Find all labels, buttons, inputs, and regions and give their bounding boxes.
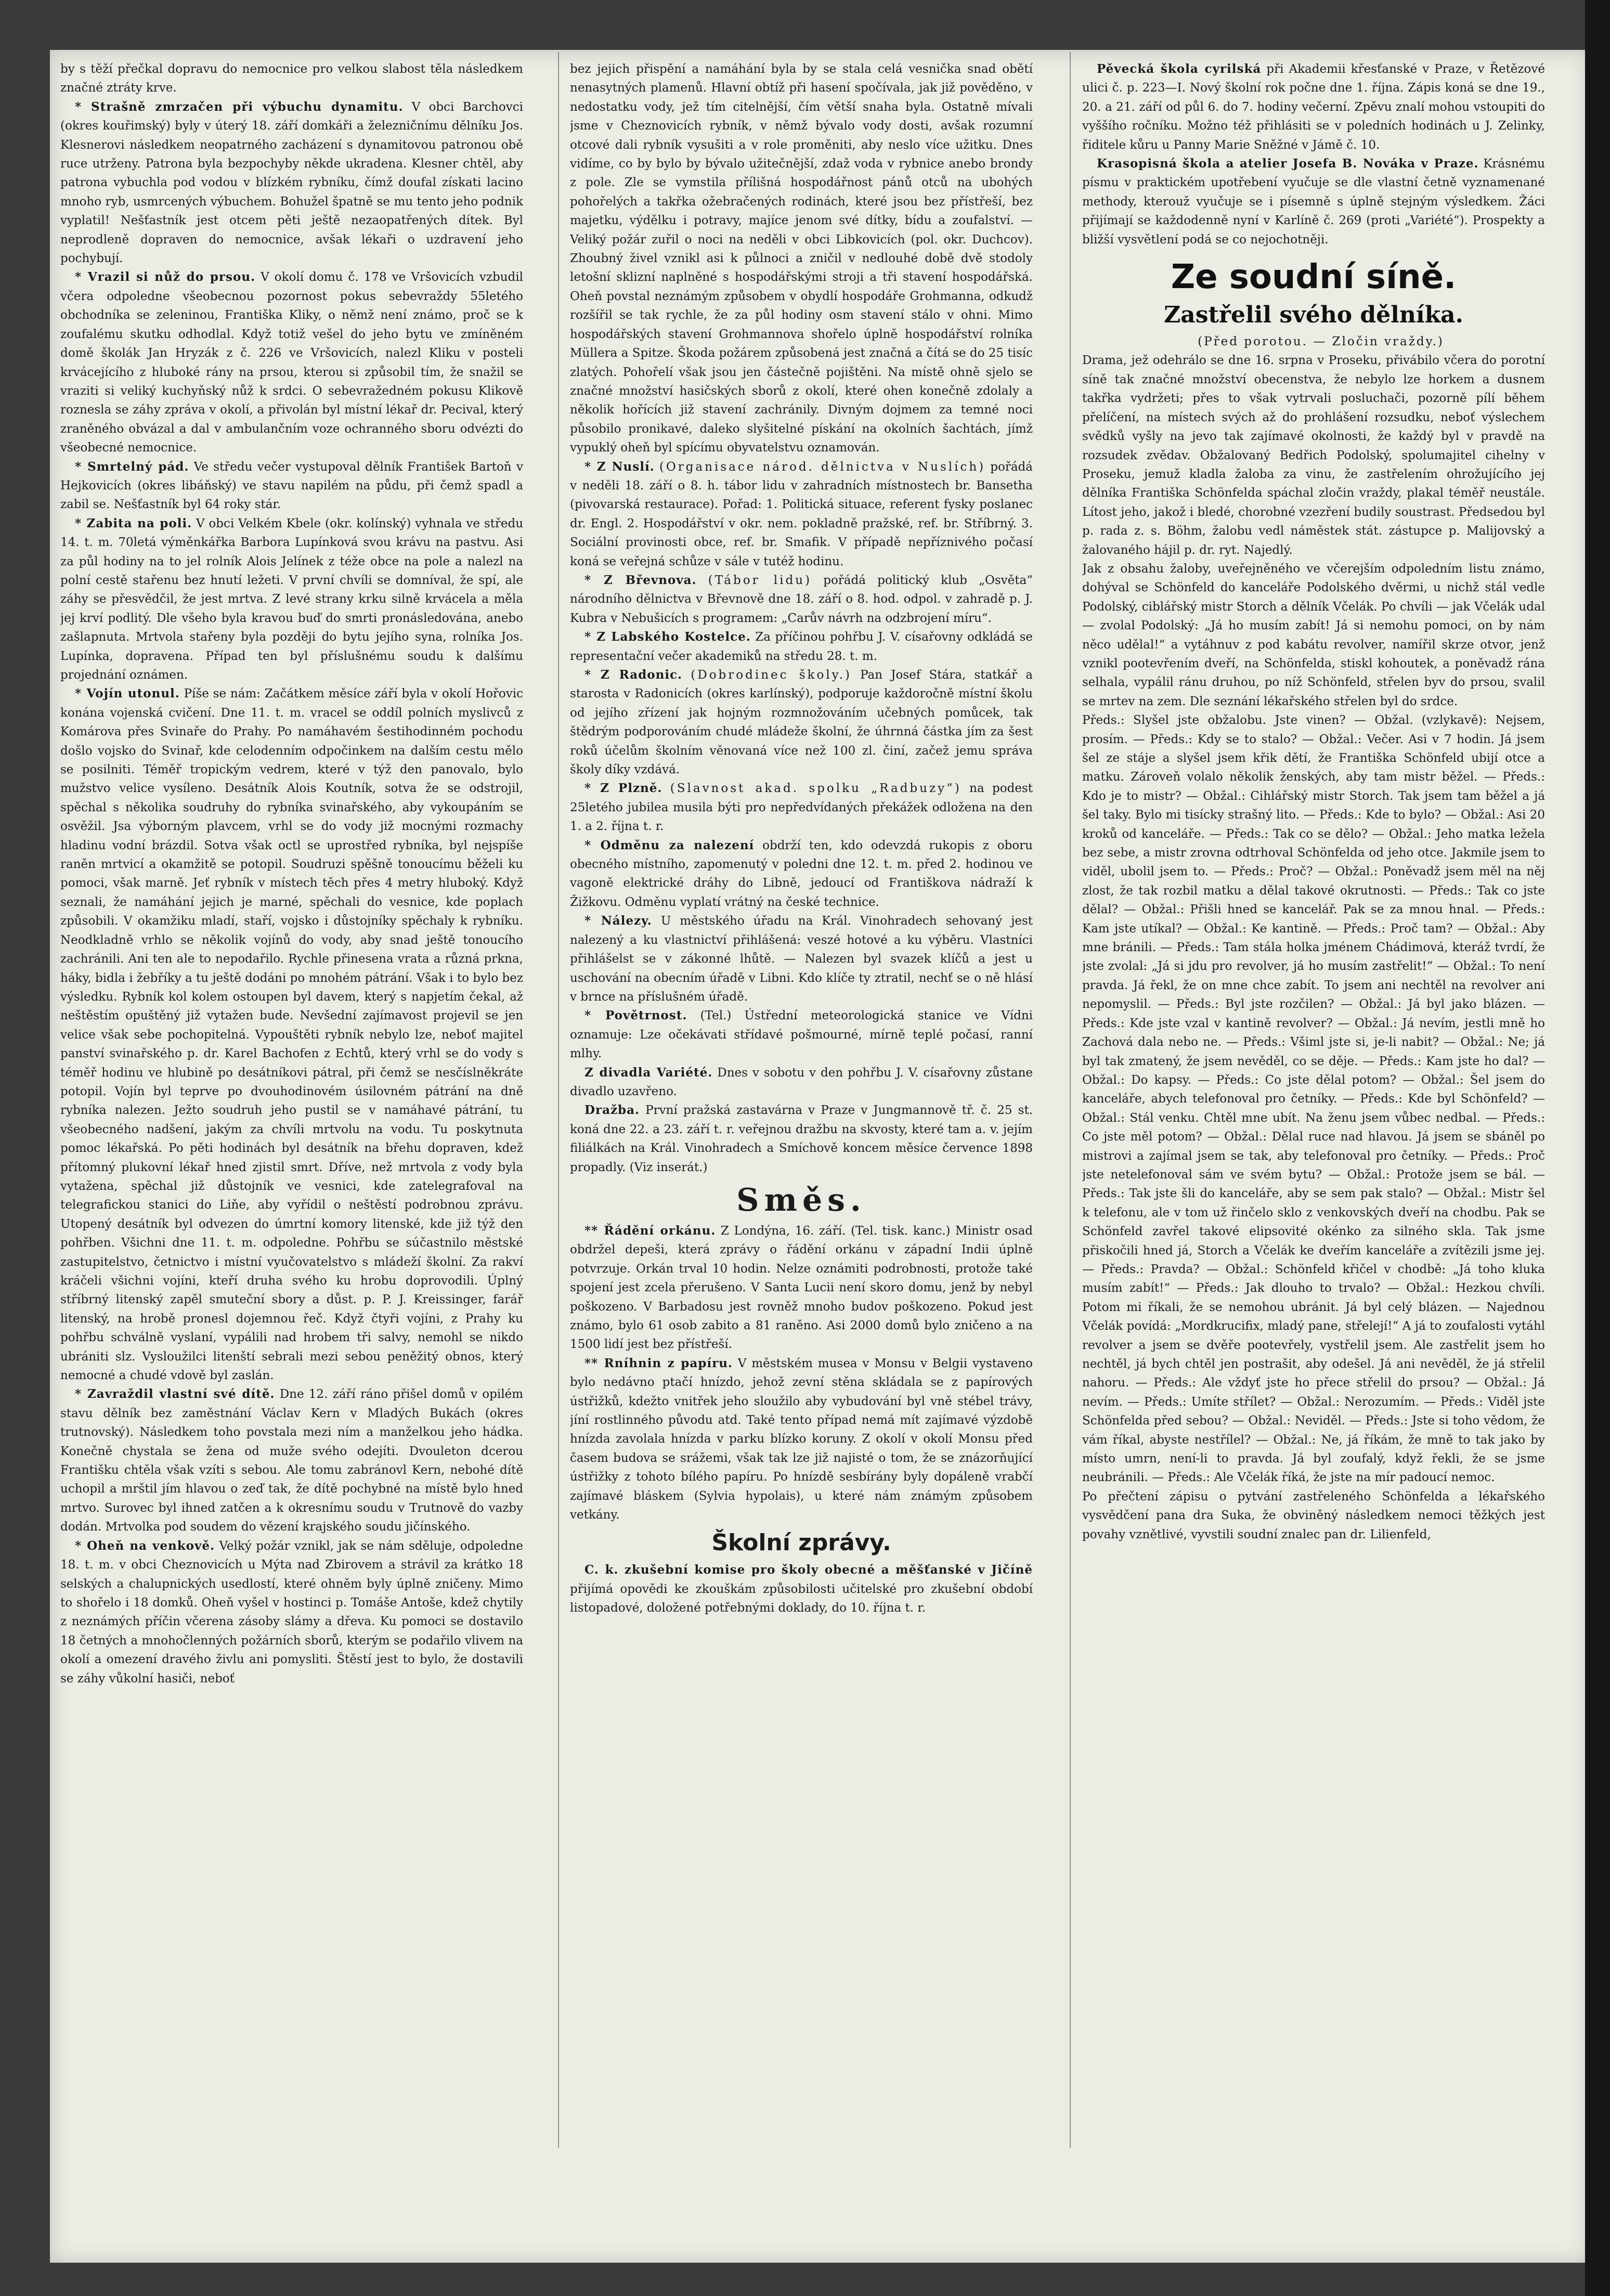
article-paragraph [570,458,1033,571]
article-run-in-heading: * Z Břevnova. [585,573,697,587]
article-body-text: Velký požár vznikl, jak se nám sděluje, odpoledne 18. t. m. v obci Cheznovicích u Mýta nad Zbirovem a strávil za krátko 18 selských a chalupnických usedlostí, které ohněm byly úplně zničeny. Mimo to shořelo i 18 domků. Oheň vyšel v hostinci p. Tomáše Antoše, kdež chytily z neznámých příčin včerena zásoby slámy a dřeva. Ku pomoci se dostavilo 18 četných a mnohočlenných požárních sborů, kterým se podařilo vlivem na okolí a omezení dravého živlu ani pomysliti. Štěstí jest to bylo, že dostavili se záhy vůkolní hasiči, neboť [60,1539,523,1685]
article-paragraph [570,779,1033,836]
article-paragraph [570,1063,1033,1101]
article-body-text: Drama, jež odehrálo se dne 16. srpna v Proseku, přivábilo včera do porotní síně tak značné množství obecenstva, že nebylo lze horkem a dusnem takřka vydržeti; přes to však vytrvali posluchači, pozorně pílí během přelíčení, na místech svých až do prohlášení rozsudku, neboť výslechem svědků vyšly na jevo tak zajímavé okolnosti, že každý byl v pravdě na rozsudek zvědav. Obžalovaný Bedřich Podolský, spolumajitel cihelny v Proseku, jemuž kladla žaloba za vinu, že zastřelením ohrožujícího jej dělníka Františka Schönfelda spáchal zločin vraždy, plakal téměř neustále. Lítost jeho, jakož i bledé, chorobné vzezření budily soustrast. Předsedou byl p. rada z. s. Böhm, žalobu vedl náměstek stát. zástupce p. Malijovský a žalovaného hájil p. dr. ryt. Najedlý. [1082,354,1545,557]
article-body-text: bez jejich přispění a namáhání byla by se stala celá vesnička snad obětí nenasytných plamenů. Hlavní obtíž při hasení spočívala, jak již pověděno, v nedostatku vody, jež tím citelnější, čím větší snaha byla. Ostatně mívali jsme v Cheznovicích rybník, v němž bývalo vody dosti, avšak rozumní otcové dali rybník vysušiti a v role proměniti, aby neslo více užitku. Dnes vidíme, co by bylo by bývalo užitečnější, zdaž voda v rybnice anebo brondy z pole. Zle se vymstila přílišná hospodářnost pánů otců na ubohých pohořelých a takřka ožebračených rodinách, které jsou bez přístřeší, bez majetku, výdělku i potravy, majíce jenom své dítky, bídu a zoufalství. — Veliký požár zuřil o noci na neděli v obci Libkovicích (pol. okr. Duchcov). Zhoubný živel vznikl asi k půlnoci a zničil v nedlouhé době dvě stodoly letošní sklizní naplněné s hospodářskými stroji a tři stavení hospodářská. Oheň povstal neznámým způsobem v obydlí hospodáře Grohmanna, odkudž rozšířil se tak rychle, že za půl hodiny osm stavení stálo v ohni. Mimo hospodářských stavení Grohmannova shořelo úplně hospodářství rolníka Müllera a Spitze. Škoda požárem způsobená jest značná a čítá se do 25 tisíc zlatých. Pohořelí však jsou jen částečně pojištěni. Na místě ohně sjelo se značné množství hasičských sborů z okolí, které ohen konečně zdolaly a několik hořících již stavení zachránily. Divným dojmem za temné noci působilo pronikavé, daleko slyšitelné pískání na okolních šachtách, jímž vypuklý oheň byl spícímu obyvatelstvu oznamován. [570,62,1033,455]
article-run-in-heading: * Povětrnost. [585,1008,687,1023]
article-paragraph [570,60,1033,458]
article-body-text: Jak z obsahu žaloby, uveřejněného ve včerejším odpoledním listu známo, dohýval se Schönfeld do kanceláře Podolského dvěrmi, u nichž stál vedle Podolský, ciblářský mistr Storch a dělník Včelák. Po chvíli — jak Včelák udal — zvolal Podolský: „Já ho musím zabít! Já si nemohu pomoci, on by nám něco udělal!“ a vytáhnuv z pod kabátu revolver, namířil skrze otvor, jenž vznikl pootevřením dveří, na Schönfelda, stiskl kohoutek, a poněvadž rána selhala, vypálil ránu druhou, po níž Schönfeld, střelen byv do prsou, svalil se mrtev na zem. Dle seznání lékařského střelen byl do srdce. [1082,562,1545,708]
article-spaced-phrase: (Dobrodinec školy.) [691,668,852,682]
article-headline: Zastřelil svého dělníka. [1164,302,1463,329]
article-paragraph [60,458,523,514]
article-paragraph [570,571,1033,628]
article-run-in-heading: * Oheň na venkově. [75,1538,215,1553]
article-body-text: Ve středu večer vystupoval dělník František Bartoň v Hejkovicích (okres libáňský) ve stavu napilém na půdu, při čemž spadl a zabil se. Nešťastník byl 64 roky stár. [60,460,523,512]
article-paragraph [60,514,523,685]
article-run-in-heading: * Zavraždil vlastní své dítě. [75,1387,275,1402]
article-body-text: U městského úřadu na Král. Vinohradech sehovaný jest nalezený a ku vlastnictví přihlášená: veszé hotové a ku výběru. Vlastníci přihlášelst se v zákonné lhůtě. — Nalezen byl svazek klíčů a jest u uschování na obecním úřadě v Libni. Kdo klíče ty ztratil, nechť se o ně hlásí v brnce na příslušném úřadě. [570,914,1033,1004]
article-paragraph [60,1385,523,1536]
article-run-in-heading: * Odměnu za nalezení [585,838,755,852]
column-rule-2 [1070,52,1071,2148]
article-body-text: Po přečtení zápisu o pytvání zastřeleného Schönfelda a lékařského vysvědčení pana dra Suka, že obviněný následkem nemoci těžkých jest povahy vznětlivé, vyvstili soudní znalec pan dr. Lilienfeld, [1082,1489,1545,1541]
article-body-text: Za příčinou pohřbu J. V. císařovny odkládá se representační večer akademiků na středu 28. t. m. [570,630,1033,663]
article-run-in-heading: ** Řádění orkánu. [585,1223,716,1238]
article-run-in-heading: C. k. zkušební komise pro školy obecné a měšťanské v Jičíně [585,1563,1033,1577]
article-spaced-phrase: (Slavnost akad. spolku „Radbuzy“) [670,782,962,796]
article-paragraph [60,1537,523,1688]
article-body-text: V obci Barchovci (okres kouřimský) byly v úterý 18. září domkáři a železničnímu dělníku Jos. Klesnerovi následkem neopatrného zacházení s dynamitovou patronou obě ruce utrženy. Patrona byla bezpochyby někde ukradena. Klesner chtěl, aby patrona vybuchla pod vodou v blízkém rybníku, čímž doufal získati lacino mnoho ryb, usmrcených výbuchem. Bohužel špatně se mu tento jeho podnik vyplatil! Nešťastník jest otcem pěti ještě nezaopatřených dítek. Byl neprodleně dopraven do nemocnice, avšak lékaři o uzdravení jeho pochybují. [60,100,523,266]
article-paragraph [570,1006,1033,1063]
article-body-text: Z Londýna, 16. září. (Tel. tisk. kanc.) Ministr osad obdržel depeši, která zprávy o řádění orkánu v západní Indii úplně potvrzuje. Orkán trval 10 hodin. Nelze oznámiti podrobnosti, protože také spojení jest zcela přerušeno. V Santa Lucii není skoro domu, jenž by nebyl poškozeno. V Barbadosu jest rovněž mnoho budov poškozeno. Pokud jest známo, bylo 61 osob zabito a 81 raněno. Asi 2000 domů bylo zničeno a na 1500 lidí jest bez přístřeší. [570,1224,1033,1352]
article-body-text: Dnes v sobotu v den pohřbu J. V. císařovny zůstane divadlo uzavřeno. [570,1066,1033,1098]
article-run-in-heading: * Zabita na poli. [75,516,192,530]
article-body-text: Krásnému písmu v praktickém upotřebení vyučuje se dle vlastní četně vyznamenané methody, kterouž vyučuje se i písemně s úplně stejným výsledkem. Žáci přijímají se každodenně nyní v Karlíně č. 269 (proti „Variété“). Prospekty a bližší vysvětlení podá se co nejochotněji. [1082,157,1545,247]
article-body-text: Dne 12. září ráno přišel domů v opilém stavu dělník bez zaměstnání Václav Kern v Mladých Bukách (okres trutnovský). Následkem toho povstala mezi ním a manželkou jeho hádka. Konečně chystala se žena od muže svého odejíti. Dvouleton dcerou Františku chtěla však vzíti s sebou. Ale tomu zabránovl Kern, nebohé dítě uchopil a mrštil jím hlavou o zeď tak, že dítě pochybné na místě bylo hned mrtvo. Surovec byl ihned zatčen a k okresnímu soudu v Trutnově do vazby dodán. Mrtvolka pod soudem do vězení krajského soudu jičínského. [60,1387,523,1534]
article-paragraph [1082,711,1545,1487]
article-paragraph [570,1561,1033,1617]
article-body-text: V obci Velkém Kbele (okr. kolínský) vyhnala ve středu 14. t. m. 70letá výměnkářka Barbora Lupínková svou krávu na pastvu. Asi za půl hodiny na to jel rolník Alois Jelínek z téže obce na pole a nalezl na polní cestě stařenu bez hnutí ležeti. V první chvíli se domníval, že spí, ale záhy se přesvědčil, že jest mrtva. Z levé strany krku silně krvácela a měla jej krví podlitý. Dle všeho byla kravou buď do smrti pronásledována, anebo zašlapnuta. Mrtvola stařeny byla později do bytu jejího syna, rolníka Jos. Lupínka, dopravena. Případ ten byl příslušnému soudu k dalšímu projednání oznámen. [60,516,523,682]
article-run-in-heading: * Vojín utonul. [75,686,180,701]
article-paragraph [570,1222,1033,1354]
article-body-text: pořádá v neděli 18. září o 8. h. tábor lidu v zahradních místnostech br. Bansetha (pivovarská restaurace). Pořad: 1. Politická situace, referent fysky poslanec dr. Engl. 2. Hospodářství v okr. nem. pokladně pražské, ref. br. Stříbrný. 3. Sociální provinosti obce, ref. br. Smafik. V případě nepříznivého počasí koná se veřejná schůze v sále v tutéž hodinu. [570,460,1033,568]
article-body-text: obdrží ten, kdo odevzdá rukopis z oboru obecného místního, zapomenutý v poledni dne 12. t. m. před 2. hodinou ve vagoně elektrické dráhy do Libně, jedoucí od Františkova nádraží k Žižkovu. Odměnu vyplatí vrátný na české technice. [570,838,1033,909]
article-paragraph [570,628,1033,666]
article-paragraph [1082,1487,1545,1544]
article-body-text: pořádá politický klub „Osvěta“ národního dělnictva v Břevnově dne 18. září o 8. hod. odpol. v zahradě p. J. Kubra v Nebušicích s programem: „Carův návrh na odzbrojení míru“. [570,573,1033,625]
article-run-in-heading: * Smrtelný pád. [75,459,189,474]
article-paragraph [60,268,523,457]
section-heading-miscellany: Směs. [736,1182,866,1218]
article-body-text: při Akademii křesťanské v Praze, v Řetězové ulici č. p. 223—I. Nový školní rok počne dne 1. října. Zápis koná se dne 19., 20. a 21. září od půl 6. do 7. hodiny večerní. Zpěvu znalí mohou vstoupiti do vyššího ročníku. Možno též přihlásiti se v poledních hodinách u J. Zelinky, řiditele kůru u Panny Marie Sněžné v Jámě č. 10. [1082,62,1545,152]
article-paragraph [1082,351,1545,559]
section-heading-court: Ze soudní síně. [1171,258,1457,297]
article-run-in-heading: * Z Labského Kostelce. [585,630,751,644]
article-run-in-heading: * Z Nuslí. [585,459,655,474]
article-run-in-heading: * Vrazil si nůž do prsou. [75,270,256,284]
article-run-in-heading: ** Rníhnin z papíru. [585,1356,733,1370]
article-paragraph [60,60,523,98]
article-run-in-heading: Dražba. [585,1103,640,1118]
article-body-text: Předs.: Slyšel jste obžalobu. Jste vinen? — Obžal. (vzlykavě): Nejsem, prosím. — Předs.: Kdy se to stalo? — Obžal.: Večer. Asi v 7 hodin. Já jsem šel ze stáje a slyšel jsem křik dětí, že Františka Schönfeld ubijí otce a matku. Zároveň volalo několik ženských, aby tam mistr běžel. — Předs.: Kdo je to mistr? — Obžal.: Cihlářský mistr Storch. Tak jsem tam běžel a já šel taky. Bylo mi tisícky strašný lito. — Předs.: Kde to bylo? — Obžal.: Asi 20 kroků od kanceláře. — Předs.: Tak co se dělo? — Obžal.: Jeho matka ležela bez sebe, a mistr zrovna odtrhoval Schönfelda od jeho otce. Jakmile jsem to viděl, ubolil jsem to. — Předs.: Proč? — Obžal.: Poněvadž jsem měl na něj zlost, že tak rozbil matku a dělal takové okrutnosti. — Předs.: Tak co jste dělal? — Obžal.: Přišli hned se kancelář. Pak se za mnou hnal. — Předs.: Kam jste utíkal? — Obžal.: Ke kantině. — Předs.: Proč tam? — Obžal.: Aby mne bránili. — Předs.: Tam stála holka jménem Chádimová, kteráž tvrdí, že jste zvolal: „Já si jdu pro revolver, já ho musím zastřelit!“ — Obžal.: To není pravda. Já řekl, že on mne chce zabít. To jsem ani nechtěl na revolver ani nepomyslil. — Předs.: Byl jste rozčilen? — Obžal.: Já byl jako blázen. — Předs.: Kde jste vzal v kantině revolver? — Obžal.: Já nevím, jestli mně ho Zachová dala nebo ne. — Předs.: Všiml jste si, je-li nabit? — Obžal.: Ne; já byl tak zmatený, že jsem nevěděl, co se děje. — Předs.: Kam jste ho dal? — Obžal.: Do kapsy. — Předs.: Co jste dělal potom? — Obžal.: Šel jsem do kanceláře, abych telefonoval pro četníky. — Předs.: Kde byl Schönfeld? — Obžal.: Stál venku. Chtěl mne ubít. Na ženu jsem vůbec nedbal. — Předs.: Co jste měl potom? — Obžal.: Dělal ruce nad hlavou. Já jsem se sbáněl po mistrovi a zajímal jsem se tak, aby telefonoval pro četníky. — Předs.: Proč jste netelefonoval sám ve svém bytu? — Obžal.: Protože jsem se bál. — Předs.: Tak jste šli do kanceláře, aby se sem pak stalo? — Obžal.: Mistr šel k telefonu, ale v tom už řinčelo sklo z venkovských dveří na chodbu. Pak se Schönfeld zavřel takové elipsovité okénko za silného skla. Tak jsme přiskočili hned já, Storch a Včelák ke dveřím kanceláře a zvítězili jsme jej. — Předs.: Pravda? — Obžal.: Schönfeld křičel v chodbě: „Já toho kluka musím zabít!“ — Předs.: Jak dlouho to trvalo? — Obžal.: Hezkou chvíli. Potom mi říkali, že se nemohou ubránit. Já byl celý blázen. — Najednou Včelák povídá: „Mordkrucifix, mladý pane, střelejí!“ A já to zoufalosti vytáhl revolver a jsem se dvěře pootevřely, vystřelil jsem. Ale zastřelit jsem ho nechtěl, já bych chtěl jen postrašit, aby odešel. Já ani nevěděl, že já střelil nahoru. — Předs.: Ale vždyť jste ho přece střelil do prsou? — Obžal.: Já nevím. — Předs.: Umíte střílet? — Obžal.: Nerozumím. — Předs.: Viděl jste Schönfelda před sebou? — Obžal.: Neviděl. — Předs.: Jste si toho vědom, že vám říkal, abyste nestřílel? — Obžal.: Ne, já říkám, že mně to tak jako by místo umrn, není-li to pravda. Já byl zoufalý, když řekli, že se jsme neubránili. — Předs.: Ale Včelák říká, že jste na mír padoucí nemoc. [1082,714,1545,1485]
article-body-text: V městském musea v Monsu v Belgii vystaveno bylo nedávno ptačí hnízdo, jehož zevní stěna skládala se z papírových ústřižků, kdežto vnitřek jeho sloužilo aby vybudování byl vně stébel trávy, jíní rostlinného původu atd. Také tento případ nemá mít zajímavé výzdobě hnízda zavolala hnízda v parku blízko koruny. Z okolí v okolí Monsu před časem budova se srážemi, však tak lze již najisté o tom, že se znázorňující ústřižky z tohoto bílého papíru. Po hnízdě sesbírány byly dopáleně vrabčí zajímavé bláskem (Sylvia hypolais), u které nám známým způsobem vetkány. [570,1356,1033,1522]
article-body-text: (Tel.) Ústřední meteorologická stanice ve Vídni oznamuje: Lze očekávati střídavé pošmourné, mírně teplé počasí, ranní mlhy. [570,1009,1033,1061]
article-body-text: První pražská zastavárna v Praze v Jungmannově tř. č. 25 st. koná dne 22. a 23. září t. r. veřejnou dražbu na skvosty, které tam a. v. jejím filiálkách na Král. Vinohradech a Smíchově koncem měsíce července 1898 propadly. (Viz inserát.) [570,1104,1033,1174]
column-rule-1 [558,52,559,2148]
article-body-text: Píše se nám: Začátkem měsíce září byla v okolí Hořovic konána vojenská cvičení. Dne 11. t. m. vracel se oddíl polních myslivců z Komárova přes Svinaře do Prahy. Po namáhavém šestihodinném pochodu došlo vojsko do Svinař, kde celodenním odpočinkem na dalším cestu mělo se posilniti. Téměř tropickým vedrem, které v týž den panovalo, bylo mužstvo velice vysíleno. Desátník Alois Koutník, sotva že se odstrojil, spěchal s několika soudruhy do rybníka svinařského, aby vykoupáním se osvěžil. Jsa výborným plavcem, vrhl se do vody již mocnými rozmachy hladinu vodní brázdil. Sotva však octl se uprostřed rybníka, byl nejspíše raněn mrtvicí a okamžitě se potopil. Soudruzi spěšně tonoucímu běželi ku pomoci, však marně. Jeť rybník v místech těch přes 4 metry hluboký. Když seznali, že namáhání jejich je marné, spěchali do vesnice, kde poplach způsobili. V okamžiku mladí, staří, vojsko i důstojníky spěchaly k rybníku. Neodkladně vrhlo se několik vojínů do vody, aby snad ještě tonoucího zachránili. Ani ten ale to nepodařilo. Rychle přinesena vrata a různá prkna, háky, bidla i žebříky a tu ještě dodáni po mnohém pátrání. Však i to bylo bez výsledku. Rybník kol kolem ostoupen byl davem, který s napjetím čekal, až neštěstím opuštěný již vytažen bude. Nevšední zajímavost projevil se jen velice však sebe pochopitelná. Vypouštěti rybník nebylo lze, neboť majitel panství svinařského p. dr. Karel Bachofen z Echtů, který vrhl se do vody s téměř hodinu ve hlubině po desátníkovi pátral, při čemž se nesčíslněkráte potopil. Vojín byl teprve po dvouhodinovém úsilovném pátrání na dně rybníka nalezen. Ježto soudruh jeho pustil se v namáhavé pátrání, tu všeobecného nadšení, jakým za chvíli mrtvolu na vodu. Tu poskytnuta pomoc lékařská. Po pěti hodinách byl desátník na břehu dopraven, kdež přítomný plukovní lékař hned zjistil smrt. Dříve, než mrtvola z vody byla vytažena, spěchal již důstojník ve vesnici, kde zatelegrafoval na telegrafickou stanici do Liňe, aby vyřídil o neštěstí podrobnou zprávu. Utopený desátník byl odvezen do úmrtní komory litenské, kde již týž den pohřben. Všichni dne 11. t. m. odpoledne. Pohřbu se súčastnilo městské zastupitelstvo, četnictvo i místní vyučovatelstvo s mládeží školní. Za rakví kráčeli všichni vojíni, kteří druha svého ku hrobu doprovodili. Úplný stříbrný litenský zapěl smuteční sbory a důst. p. P. J. Kreissinger, farář litenský, na hrobě pronesl dojemnou řeč. Když čtyři vojíni, z Prahy ku pohřbu schválně vyslaní, vypálili nad hrobem tři salvy, nemohl se nikdo ubrániti slz. Vysloužilci litenští sebrali mezi sebou peněžitý obnos, který nemocné a chudé vdově byl zaslán. [60,687,523,1383]
article-spaced-phrase: (Organisace národ. dělnictva v Nuslích) [659,460,986,474]
article-run-in-heading: * Strašně zmrzačen při výbuchu dynamitu. [75,99,404,114]
article-run-in-heading: * Z Plzně. [585,781,663,796]
article-run-in-heading: Pěvecká škola cyrilská [1097,62,1262,76]
scan-dark-edge [1585,0,1610,2296]
article-paragraph [570,912,1033,1006]
article-paragraph [1082,154,1545,249]
article-paragraph [1082,60,1545,154]
article-body-text: na podest 25letého jubilea musila býti pro nepředvídaných překážek odložena na den 1. a 2. října t. r. [570,782,1033,834]
article-body-text: by s těží přečkal dopravu do nemocnice pro velkou slabost těla následkem značné ztráty krve. [60,62,523,95]
article-paragraph [60,98,523,268]
article-body-text: přijímá opovědi ke zkouškám způsobilosti učitelské pro zkušební období listopadové, doložené potřebnými doklady, do 10. října t. r. [570,1582,1033,1615]
column-2 [570,60,1033,2156]
article-paragraph [570,1101,1033,1177]
article-paragraph [570,836,1033,912]
article-body-text: V okolí domu č. 178 ve Vršovicích vzbudil včera odpoledne všeobecnou pozornost pokus sebevraždy 55letého obchodníka se zeleninou, Františka Kliky, o němž není známo, proč se k zoufalému skutku odhodlal. Když totiž vešel do jeho bytu ve zmíněném domě školák Jan Hryzák z č. 226 ve Vršovicích, nalezl Kliku v posteli krvácejícího z hluboké rány na prsou, kterou si způsobil tím, že snažil se vraziti si veliký kuchyňský nůž k srdci. O sebevražedném pokusu Klikově roznesla se záhy zpráva v okolí, a přivolán byl místní lékař dr. Pecival, který zraněného obvázal a dal v ambulančním voze ochranného sboru odvézti do všeobecné nemocnice. [60,270,523,455]
article-run-in-heading: * Z Radonic. [585,668,683,682]
article-subheadline: (Před porotou. — Zločin vraždy.) [1198,335,1444,349]
section-heading-school-news: Školní zprávy. [711,1529,891,1556]
article-body-text: Pan Josef Stára, statkář a starosta v Radonicích (okres karlínský), podporuje každoročně místní školu od jejího zřízení jak hojným rozmnožováním učebných pomůcek, tak štědrým podporováním chudé mládeže školní, že úhrnná částka jím za šest roků účelům školním věnovaná více než 100 zl. činí, začež jemu správa školy díky vzdává. [570,668,1033,777]
article-paragraph [570,666,1033,779]
column-1 [60,60,523,2156]
article-run-in-heading: Z divadla Variété. [585,1065,713,1080]
column-3 [1082,60,1545,2156]
article-run-in-heading: * Nálezy. [585,914,652,928]
article-run-in-heading: Krasopisná škola a atelier Josefa B. Nováka v Praze. [1097,157,1479,171]
article-paragraph [570,1354,1033,1525]
article-spaced-phrase: (Tábor lidu) [708,573,812,587]
article-paragraph [1082,560,1545,711]
article-paragraph [60,684,523,1385]
